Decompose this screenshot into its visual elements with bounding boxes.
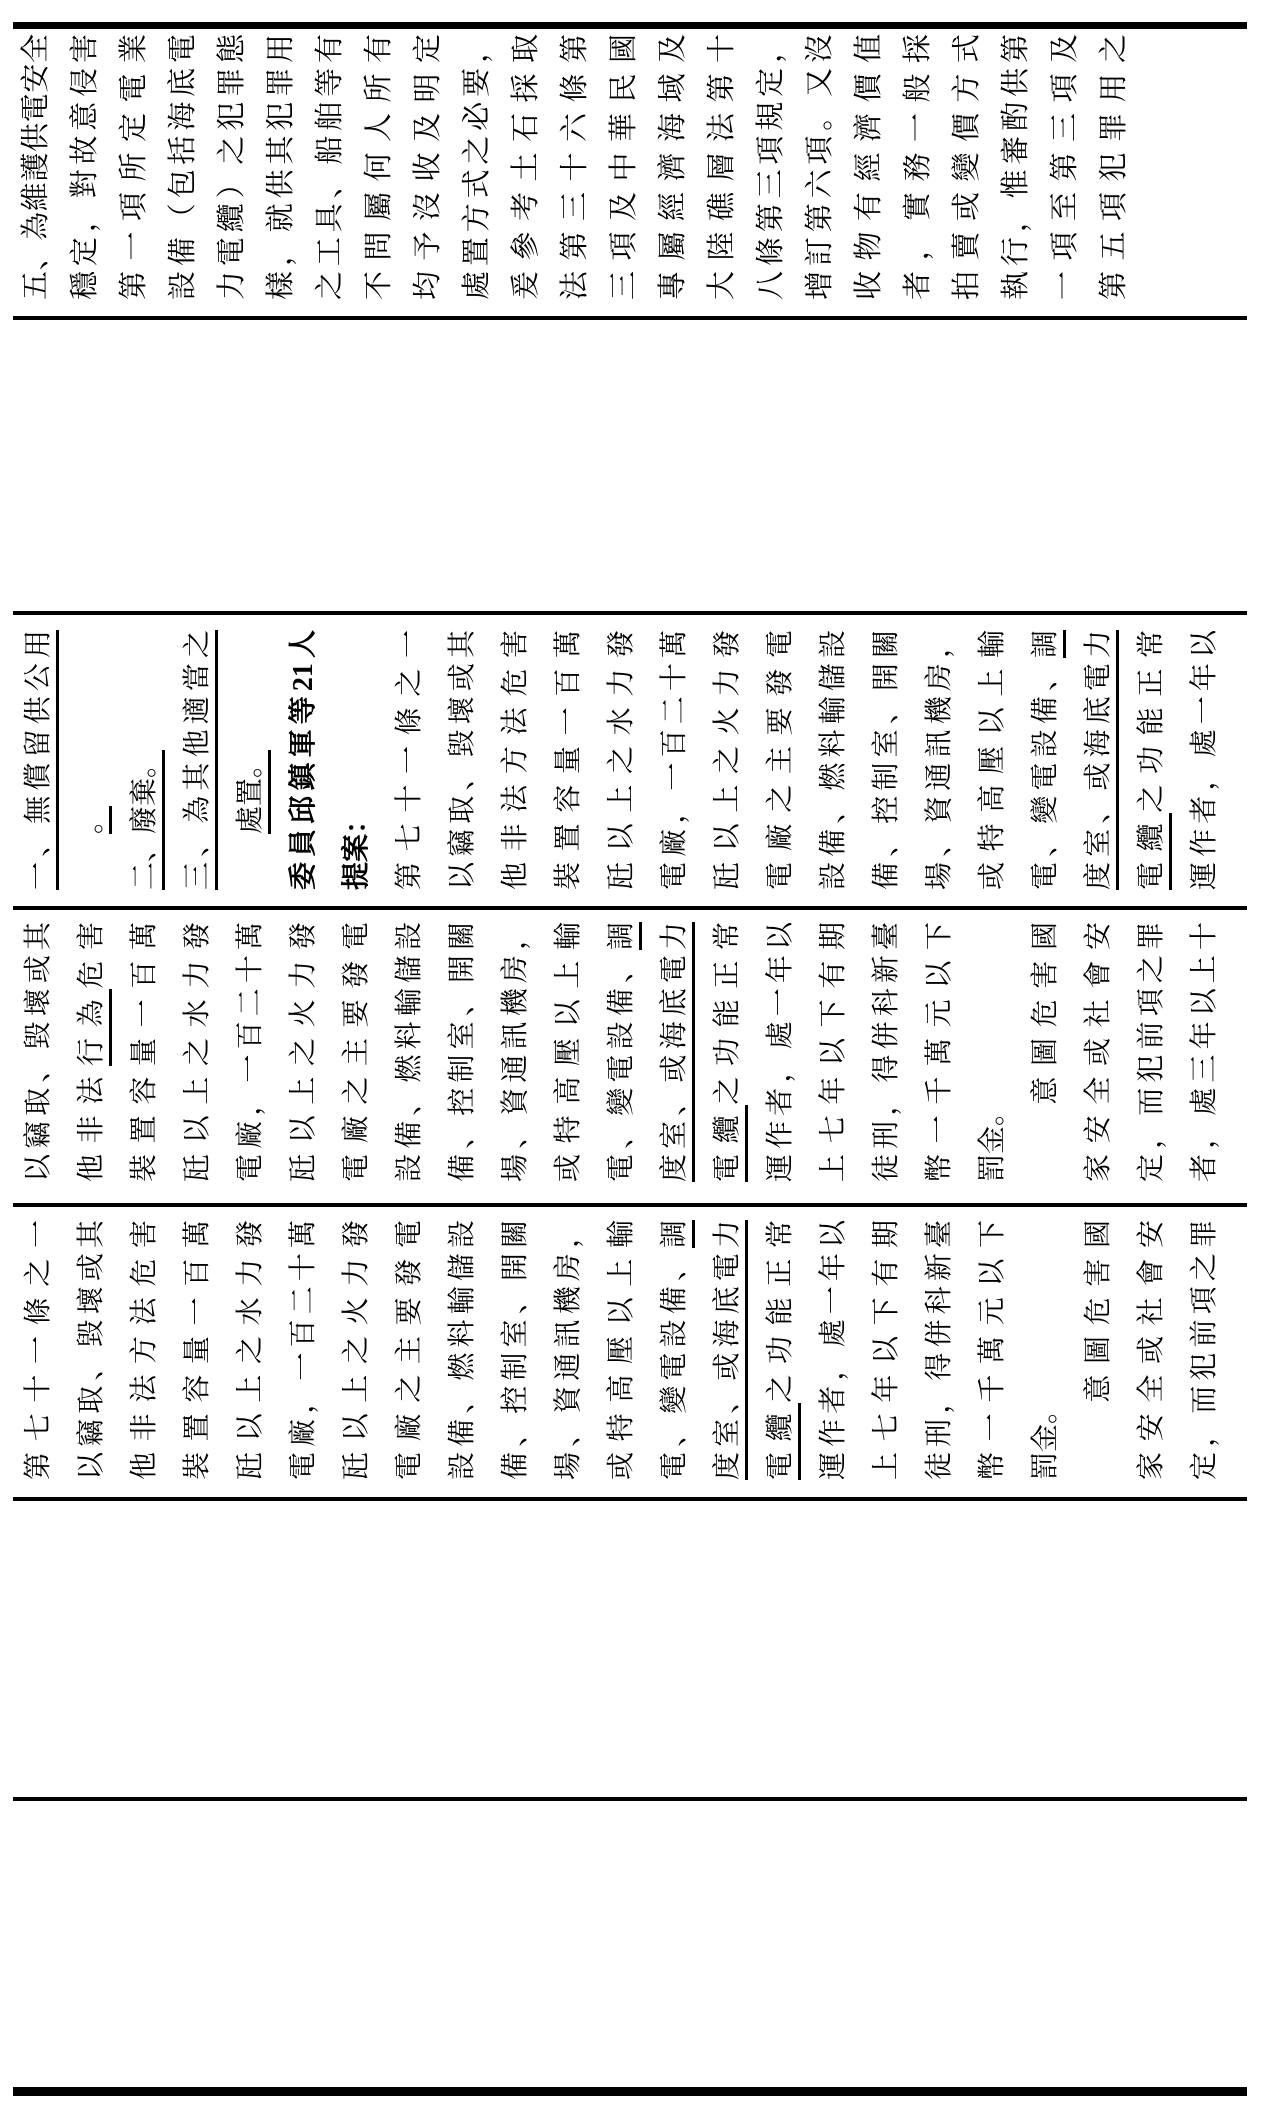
text-line bbox=[118, 922, 171, 1182]
text-line bbox=[330, 630, 383, 890]
text-line bbox=[383, 630, 436, 890]
text-segment: 他非法方法危害 bbox=[129, 1220, 160, 1480]
text-line bbox=[754, 630, 807, 890]
text-line bbox=[698, 34, 747, 300]
text-line bbox=[110, 34, 159, 300]
table-cell-article-version-alt bbox=[0, 922, 1231, 1182]
text-segment: 專屬經濟海域及 bbox=[657, 34, 689, 300]
text-line bbox=[436, 1220, 489, 1480]
text-segment: 穩定，對故意侵害 bbox=[69, 34, 101, 300]
text-line bbox=[595, 630, 648, 890]
text-segment: 電、變電設備、 bbox=[606, 950, 637, 1182]
underlined-amendment-text: 。 bbox=[76, 806, 112, 834]
text-segment: 第七十一條之一 bbox=[23, 1220, 54, 1480]
table-cell-empty-left bbox=[0, 1505, 12, 1795]
text-segment: 徒刑，得併科新臺 bbox=[871, 922, 902, 1182]
text-line bbox=[118, 630, 171, 890]
text-segment: 均予沒收及明定 bbox=[412, 34, 444, 300]
table-border-divider-1 bbox=[13, 1797, 1247, 1801]
text-line bbox=[404, 34, 453, 300]
text-segment: 瓩以上之火力發 bbox=[341, 1220, 372, 1480]
text-segment: 爰參考土石採取 bbox=[510, 34, 542, 300]
table-border-outer-right bbox=[13, 22, 1247, 29]
text-line bbox=[1090, 34, 1139, 300]
text-segment: 樣，就供其犯罪用 bbox=[265, 34, 297, 300]
text-line bbox=[436, 922, 489, 1182]
text-segment: 不問屬何人所有 bbox=[363, 34, 395, 300]
text-line bbox=[1178, 922, 1231, 1182]
underlined-amendment-text: 處置。 bbox=[235, 750, 271, 834]
text-segment: 備、控制室、開關 bbox=[500, 1220, 531, 1480]
text-line bbox=[701, 630, 754, 890]
text-segment: 電廠之主要發電 bbox=[341, 922, 372, 1182]
text-segment: 處置方式之必要， bbox=[461, 34, 493, 300]
text-segment: 家安全或社會安 bbox=[1136, 1220, 1167, 1480]
underlined-amendment-text: 二、廢棄。 bbox=[129, 750, 165, 890]
table-border-outer-left bbox=[13, 2087, 1247, 2096]
text-segment: 幣一千萬元以下 bbox=[924, 922, 955, 1182]
text-line bbox=[966, 1220, 1019, 1480]
text-segment: 執行，惟審酌供第 bbox=[1000, 34, 1032, 300]
text-segment: 電廠之主要發電 bbox=[394, 1220, 425, 1480]
text-line bbox=[754, 1220, 807, 1480]
text-line bbox=[648, 922, 701, 1182]
text-line bbox=[1019, 922, 1072, 1182]
text-line bbox=[383, 1220, 436, 1480]
text-line bbox=[1072, 922, 1125, 1182]
text-segment: 徒刑，得併科新臺 bbox=[924, 1220, 955, 1480]
text-segment: 之工具、船舶等有 bbox=[314, 34, 346, 300]
text-segment: 第七十一條之一 bbox=[394, 630, 425, 890]
table-cell-article-version-committee bbox=[0, 1220, 1231, 1480]
table-border-divider-5 bbox=[13, 611, 1247, 615]
text-line bbox=[383, 922, 436, 1182]
text-segment: 定，而犯前項之罪 bbox=[1189, 1220, 1220, 1480]
text-segment: 力電纜）之犯罪態 bbox=[216, 34, 248, 300]
text-segment: 以竊取、毀壞或其 bbox=[447, 630, 478, 890]
text-line bbox=[61, 34, 110, 300]
text-segment: 或特高壓以上輸 bbox=[606, 1220, 637, 1480]
text-segment: 瓩以上之水力發 bbox=[235, 1220, 266, 1480]
text-segment: 運作者，處一年以 bbox=[818, 1220, 849, 1480]
text-segment: 電廠，一百二十萬 bbox=[659, 630, 690, 890]
text-segment: 備、控制室、開關 bbox=[871, 630, 902, 890]
text-line bbox=[807, 630, 860, 890]
underlined-amendment-text: 度室、或海底電力 bbox=[712, 1220, 748, 1480]
text-segment: 運作者，處一年以 bbox=[1189, 630, 1220, 890]
text-line bbox=[648, 630, 701, 890]
text-line bbox=[277, 922, 330, 1182]
underlined-amendment-text: 調 bbox=[659, 1220, 695, 1248]
text-line bbox=[747, 34, 796, 300]
text-line bbox=[600, 34, 649, 300]
text-line bbox=[845, 34, 894, 300]
text-segment: 五、為維護供電安全 bbox=[20, 34, 52, 300]
text-segment: 罰金。 bbox=[977, 1097, 1008, 1182]
text-line bbox=[966, 630, 1019, 890]
text-line bbox=[1019, 630, 1072, 890]
text-line bbox=[12, 922, 65, 1182]
text-segment: 場、資通訊機房， bbox=[500, 922, 531, 1182]
underlined-amendment-text: 度室、或海底電力 bbox=[659, 922, 695, 1182]
text-segment: 以竊取、毀壞或其 bbox=[76, 1220, 107, 1480]
text-segment: 以竊取、毀壞或其 bbox=[23, 922, 54, 1182]
text-line bbox=[1019, 1220, 1072, 1480]
text-segment: 場、資通訊機房， bbox=[924, 630, 955, 890]
text-segment: 之功能正常 bbox=[765, 1220, 796, 1403]
text-segment: 電廠，一百二十萬 bbox=[288, 1220, 319, 1480]
text-line bbox=[1072, 1220, 1125, 1480]
text-line bbox=[277, 1220, 330, 1480]
text-line bbox=[754, 922, 807, 1182]
text-segment: 家安全或社會安 bbox=[1083, 922, 1114, 1182]
text-segment: 增訂第六項。又沒 bbox=[804, 34, 836, 300]
text-line bbox=[913, 1220, 966, 1480]
text-line bbox=[502, 34, 551, 300]
underlined-amendment-text: 電纜 bbox=[1136, 813, 1172, 890]
text-segment: 裝置容量一百萬 bbox=[129, 922, 160, 1182]
text-segment: 意圖危害國 bbox=[1083, 1220, 1114, 1480]
text-segment: 者，處三年以上十 bbox=[1189, 922, 1220, 1182]
text-line bbox=[65, 1220, 118, 1480]
text-line bbox=[65, 630, 118, 890]
text-segment: 收物有經濟價值 bbox=[853, 34, 885, 300]
text-line bbox=[224, 922, 277, 1182]
text-line bbox=[208, 34, 257, 300]
text-line bbox=[277, 630, 330, 890]
text-segment: 電廠之主要發電 bbox=[765, 630, 796, 890]
text-line bbox=[118, 1220, 171, 1480]
text-line bbox=[648, 1220, 701, 1480]
underlined-amendment-text: 度室、或海底電力 bbox=[1083, 630, 1119, 890]
underlined-amendment-text: 三、為其他適當之 bbox=[182, 630, 218, 890]
text-line bbox=[649, 34, 698, 300]
text-line bbox=[12, 34, 61, 300]
underlined-amendment-text: 行為 bbox=[76, 989, 112, 1066]
text-line bbox=[489, 630, 542, 890]
text-segment: 第一項所定電業 bbox=[118, 34, 150, 300]
text-line bbox=[595, 922, 648, 1182]
text-segment: 他非法方法危害 bbox=[500, 630, 531, 890]
text-line bbox=[12, 1220, 65, 1480]
text-line bbox=[913, 922, 966, 1182]
text-line bbox=[489, 1220, 542, 1480]
text-segment: 定，而犯前項之罪 bbox=[1136, 922, 1167, 1182]
underlined-amendment-text: 一、無償留供公用 bbox=[23, 630, 59, 890]
text-segment: 者，實務一般採 bbox=[902, 34, 934, 300]
text-segment: 意圖危害國 bbox=[1030, 922, 1061, 1182]
text-segment: 或特高壓以上輸 bbox=[977, 630, 1008, 890]
text-line bbox=[257, 34, 306, 300]
text-line bbox=[992, 34, 1041, 300]
text-segment: 或特高壓以上輸 bbox=[553, 922, 584, 1182]
text-segment: 拍賣或變價方式 bbox=[951, 34, 983, 300]
text-line bbox=[894, 34, 943, 300]
text-line bbox=[701, 922, 754, 1182]
text-line bbox=[1125, 1220, 1178, 1480]
text-segment: 電、變電設備、 bbox=[659, 1248, 690, 1480]
text-line bbox=[1125, 630, 1178, 890]
text-line bbox=[595, 1220, 648, 1480]
text-line bbox=[1178, 1220, 1231, 1480]
text-segment: 上七年以下有期 bbox=[818, 922, 849, 1182]
text-segment: 瓩以上之水力發 bbox=[182, 922, 213, 1182]
text-segment: 一項至第三項及 bbox=[1049, 34, 1081, 300]
text-line bbox=[159, 34, 208, 300]
table-border-divider-4 bbox=[13, 906, 1247, 910]
text-line bbox=[436, 630, 489, 890]
text-segment: 三項及中華民國 bbox=[608, 34, 640, 300]
underlined-amendment-text: 電纜 bbox=[712, 1105, 748, 1182]
text-segment: 危害 bbox=[76, 922, 107, 989]
text-segment: 提案： bbox=[341, 805, 372, 890]
text-segment: 設備（包括海底電 bbox=[167, 34, 199, 300]
text-line bbox=[860, 630, 913, 890]
underlined-amendment-text: 調 bbox=[1030, 630, 1066, 658]
text-line bbox=[453, 34, 502, 300]
text-line bbox=[1072, 630, 1125, 890]
text-segment: 上七年以下有期 bbox=[871, 1220, 902, 1480]
text-segment: 運作者，處一年以 bbox=[765, 922, 796, 1182]
text-line bbox=[796, 34, 845, 300]
text-segment: 法第三十六條第 bbox=[559, 34, 591, 300]
text-segment bbox=[235, 834, 266, 890]
text-segment: 瓩以上之火力發 bbox=[712, 630, 743, 890]
text-segment bbox=[76, 834, 107, 890]
text-line bbox=[306, 34, 355, 300]
text-line bbox=[913, 630, 966, 890]
text-line bbox=[12, 630, 65, 890]
table-border-divider-2 bbox=[13, 1497, 1247, 1501]
text-line bbox=[542, 922, 595, 1182]
text-line bbox=[860, 1220, 913, 1480]
text-line bbox=[171, 630, 224, 890]
text-line bbox=[171, 1220, 224, 1480]
text-segment: 設備、燃料輸儲設 bbox=[394, 922, 425, 1182]
text-line bbox=[966, 922, 1019, 1182]
text-segment: 電廠，一百二十萬 bbox=[235, 922, 266, 1182]
text-segment: 設備、燃料輸儲設 bbox=[818, 630, 849, 890]
text-segment: 大陸礁層法第十 bbox=[706, 34, 738, 300]
text-line bbox=[1178, 630, 1231, 890]
text-segment: 之功能正常 bbox=[712, 922, 743, 1105]
text-segment: 備、控制室、開關 bbox=[447, 922, 478, 1182]
table-cell-explanation bbox=[0, 34, 1139, 300]
table-cell-proposal-qiu-zhen-jun bbox=[0, 630, 1231, 890]
text-line bbox=[171, 922, 224, 1182]
text-segment: 幣一千萬元以下 bbox=[977, 1220, 1008, 1480]
text-segment: 八條第三項規定， bbox=[755, 34, 787, 300]
text-line bbox=[489, 922, 542, 1182]
text-segment: 場、資通訊機房， bbox=[553, 1220, 584, 1480]
text-line bbox=[542, 630, 595, 890]
underlined-amendment-text: 電纜 bbox=[765, 1403, 801, 1480]
text-line bbox=[65, 922, 118, 1182]
text-line bbox=[1125, 922, 1178, 1182]
text-segment: 瓩以上之水力發 bbox=[606, 630, 637, 890]
text-segment: 罰金。 bbox=[1030, 1395, 1061, 1480]
text-line bbox=[860, 922, 913, 1182]
text-line bbox=[807, 1220, 860, 1480]
text-segment: 他非法 bbox=[76, 1066, 107, 1182]
text-segment: 之功能正常 bbox=[1136, 630, 1167, 813]
text-line bbox=[224, 630, 277, 890]
table-border-divider-3 bbox=[13, 1203, 1247, 1207]
text-line bbox=[807, 922, 860, 1182]
text-line bbox=[943, 34, 992, 300]
text-segment: 裝置容量一百萬 bbox=[553, 630, 584, 890]
table-cell-empty-left-outer bbox=[0, 1803, 12, 2085]
table-cell-empty-middle bbox=[0, 322, 12, 610]
text-line bbox=[542, 1220, 595, 1480]
text-line bbox=[701, 1220, 754, 1480]
text-segment: 委員邱鎮軍等21人 bbox=[288, 630, 319, 890]
text-line bbox=[1041, 34, 1090, 300]
table-border-divider-6 bbox=[13, 316, 1247, 320]
text-segment: 第五項犯罪用之 bbox=[1098, 34, 1130, 300]
text-segment: 電、變電設備、 bbox=[1030, 658, 1061, 890]
text-line bbox=[551, 34, 600, 300]
text-line bbox=[355, 34, 404, 300]
underlined-amendment-text: 調 bbox=[606, 922, 642, 950]
text-segment: 裝置容量一百萬 bbox=[182, 1220, 213, 1480]
text-line bbox=[330, 922, 383, 1182]
text-line bbox=[224, 1220, 277, 1480]
text-segment: 瓩以上之火力發 bbox=[288, 922, 319, 1182]
text-line bbox=[330, 1220, 383, 1480]
text-segment: 設備、燃料輸儲設 bbox=[447, 1220, 478, 1480]
